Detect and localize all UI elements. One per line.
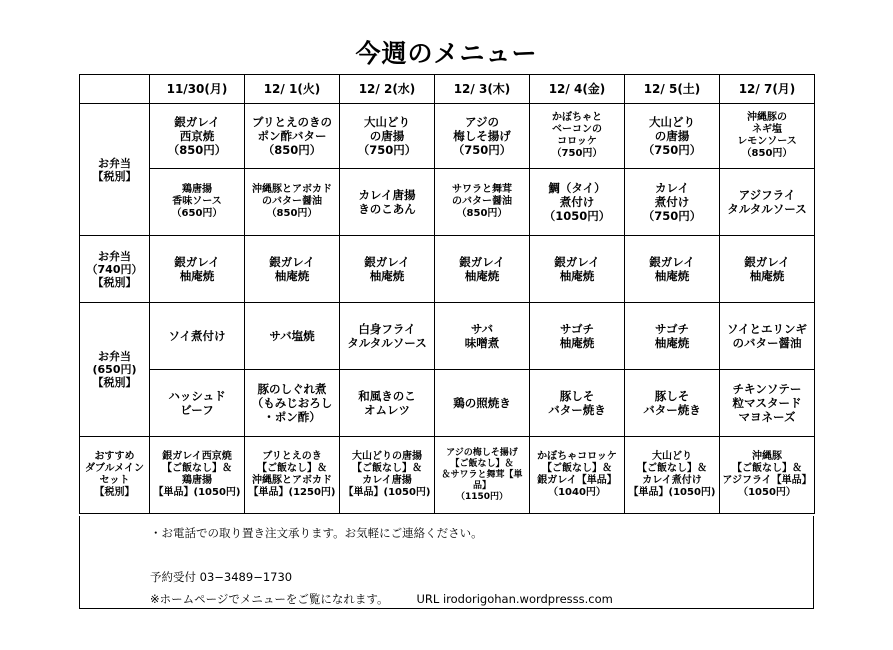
menu-cell: 銀ガレイ 西京焼 （850円） (150, 104, 245, 169)
menu-cell: 銀ガレイ 柚庵焼 (340, 236, 435, 303)
menu-cell: サバ塩焼 (245, 303, 340, 370)
menu-cell: 銀ガレイ 柚庵焼 (530, 236, 625, 303)
menu-cell: 沖縄豚とアボカド のバター醤油 （850円） (245, 169, 340, 236)
day-header: 12/ 1(火) (245, 75, 340, 104)
menu-cell: 鶏の照焼き (435, 370, 530, 437)
day-header: 12/ 5(土) (625, 75, 720, 104)
menu-cell: 鶏唐揚 香味ソース （650円） (150, 169, 245, 236)
homepage-text: ※ホームページでメニューをご覧になれます。 (150, 592, 389, 606)
footer-notes (79, 516, 814, 609)
table-row (80, 437, 815, 514)
menu-cell: 沖縄豚 【ご飯なし】＆ アジフライ【単品】 （1050円） (720, 437, 815, 514)
header-row (80, 75, 815, 104)
table-row (80, 104, 815, 169)
order-note: ・お電話での取り置き注文承ります。お気軽にご連絡ください。 (150, 526, 483, 540)
menu-cell: アジの梅しそ揚げ 【ご飯なし】＆ ＆サワラと舞茸【単 品】 （1150円） (435, 437, 530, 514)
menu-cell: 大山どりの唐揚 【ご飯なし】＆ カレイ唐揚 【単品】(1050円) (340, 437, 435, 514)
section-label: お弁当 【税別】 (80, 104, 150, 236)
day-header: 12/ 3(木) (435, 75, 530, 104)
phone-line: 予約受付 03−3489−1730 (150, 570, 293, 584)
table-row (80, 370, 815, 437)
menu-cell: 鯛（タイ） 煮付け （1050円） (530, 169, 625, 236)
weekly-menu-table (79, 74, 815, 514)
homepage-url[interactable]: URL irodorigohan.wordpresss.com (416, 592, 613, 606)
menu-cell: 銀ガレイ 柚庵焼 (245, 236, 340, 303)
menu-cell: 和風きのこ オムレツ (340, 370, 435, 437)
section-label: お弁当 （740円） 【税別】 (80, 236, 150, 303)
menu-cell: アジの 梅しそ揚げ （750円） (435, 104, 530, 169)
menu-cell: ソイとエリンギ のバター醤油 (720, 303, 815, 370)
menu-cell: ソイ煮付け (150, 303, 245, 370)
table-row (80, 169, 815, 236)
day-header: 12/ 4(金) (530, 75, 625, 104)
menu-cell: 豚のしぐれ煮 （もみじおろし ・ポン酢） (245, 370, 340, 437)
menu-cell: 大山どり の唐揚 （750円） (625, 104, 720, 169)
corner-cell (80, 75, 150, 104)
menu-cell: サゴチ 柚庵焼 (625, 303, 720, 370)
menu-cell: チキンソテー 粒マスタード マヨネーズ (720, 370, 815, 437)
section-label: おすすめ ダブルメイン セット 【税別】 (80, 437, 150, 514)
day-header: 12/ 7(月) (720, 75, 815, 104)
table-row (80, 236, 815, 303)
menu-cell: 沖縄豚の ネギ塩 レモンソース （850円） (720, 104, 815, 169)
menu-cell: サゴチ 柚庵焼 (530, 303, 625, 370)
menu-cell: 銀ガレイ 柚庵焼 (625, 236, 720, 303)
menu-cell: かぼちゃコロッケ 【ご飯なし】＆ 銀ガレイ【単品】 （1040円） (530, 437, 625, 514)
homepage-line (150, 591, 613, 607)
menu-cell: カレイ唐揚 きのこあん (340, 169, 435, 236)
day-header: 12/ 2(水) (340, 75, 435, 104)
menu-cell: 大山どり 【ご飯なし】＆ カレイ煮付け 【単品】(1050円) (625, 437, 720, 514)
menu-cell: 銀ガレイ 柚庵焼 (150, 236, 245, 303)
menu-cell: 白身フライ タルタルソース (340, 303, 435, 370)
menu-cell: 豚しそ バター焼き (625, 370, 720, 437)
menu-cell: ブリとえのき 【ご飯なし】＆ 沖縄豚とアボカド 【単品】(1250円) (245, 437, 340, 514)
menu-cell: 銀ガレイ 柚庵焼 (435, 236, 530, 303)
section-label: お弁当 (650円) 【税別】 (80, 303, 150, 437)
menu-cell: サバ 味噌煮 (435, 303, 530, 370)
day-header: 11/30(月) (150, 75, 245, 104)
menu-cell: 銀ガレイ 柚庵焼 (720, 236, 815, 303)
menu-cell: 豚しそ バター焼き (530, 370, 625, 437)
menu-cell: サワラと舞茸 のバター醤油 （850円） (435, 169, 530, 236)
menu-cell: 大山どり の唐揚 （750円） (340, 104, 435, 169)
table-row (80, 303, 815, 370)
menu-cell: カレイ 煮付け （750円） (625, 169, 720, 236)
page-title: 今週のメニュー (355, 39, 538, 68)
menu-cell: ブリとえのきの ポン酢バター （850円） (245, 104, 340, 169)
menu-cell: アジフライ タルタルソース (720, 169, 815, 236)
menu-cell: かぼちゃと ベーコンの コロッケ （750円） (530, 104, 625, 169)
menu-cell: ハッシュド ビーフ (150, 370, 245, 437)
menu-cell: 銀ガレイ西京焼 【ご飯なし】＆ 鶏唐揚 【単品】(1050円) (150, 437, 245, 514)
